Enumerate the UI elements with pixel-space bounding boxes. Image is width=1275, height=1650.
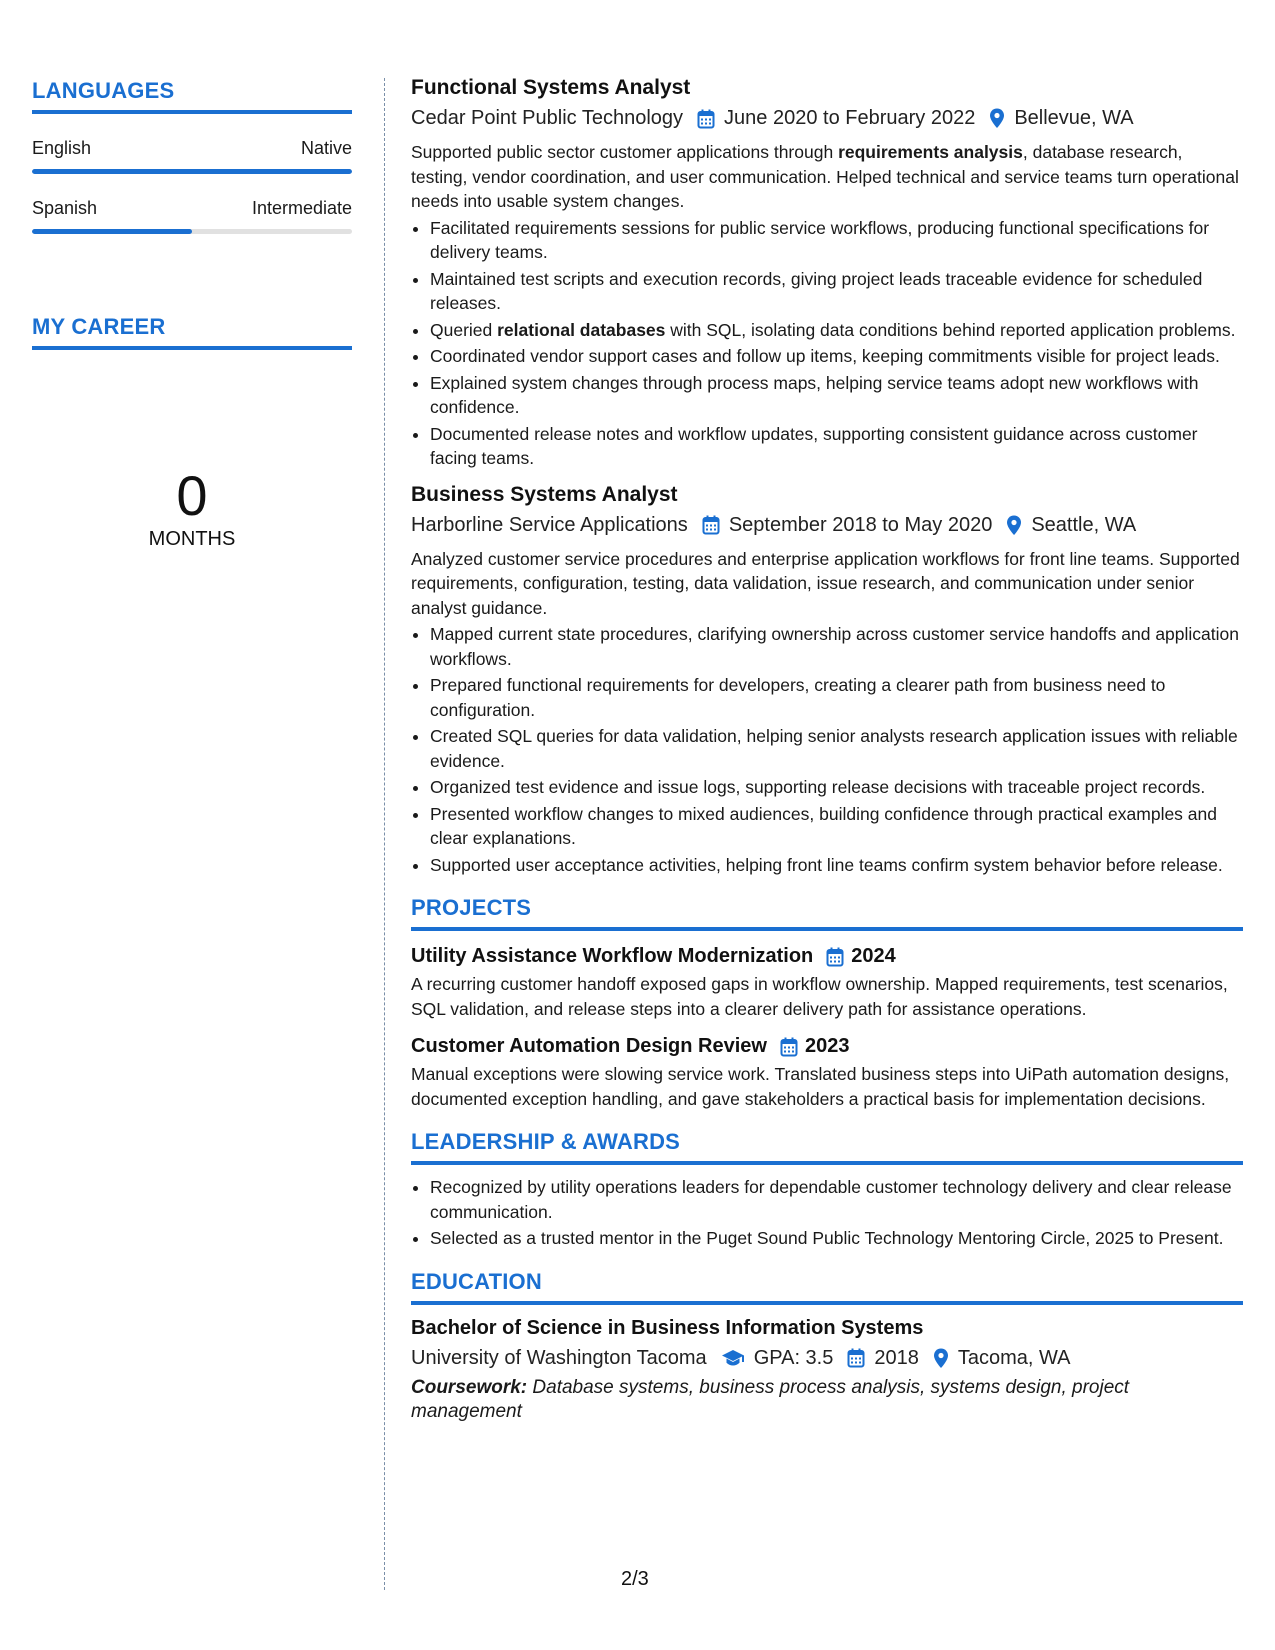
coursework	[411, 1376, 1243, 1424]
bullet-item: • Explained system changes through process maps, helping service teams adopt new workflows with confidence.	[430, 371, 1243, 420]
project-description: A recurring customer handoff exposed gaps in workflow ownership. Mapped requirements, test scenarios, SQL validation, and release steps into a clearer delivery path for assistance operations.	[411, 974, 1228, 1019]
right-column	[411, 76, 1243, 1424]
map-pin-icon	[1006, 515, 1022, 536]
summary-emphasis: requirements analysis	[838, 142, 1023, 162]
coursework-label: Coursework:	[411, 1376, 528, 1398]
job-bullets	[411, 216, 1243, 471]
summary-text: , database research, testing, vendor coordination, and user communication. Helped technical and service teams turn operational needs into usable system changes.	[411, 142, 1239, 211]
experience-item	[411, 483, 1243, 878]
left-column	[32, 78, 352, 551]
map-pin-icon	[989, 108, 1005, 129]
job-meta	[411, 107, 1243, 130]
bullet-item: • Facilitated requirements sessions for public service workflows, producing functional specifications for delivery teams.	[430, 216, 1243, 265]
experience-item	[411, 76, 1243, 471]
language-name: English	[32, 138, 92, 158]
project-title-row	[411, 945, 1243, 968]
job-title: Functional Systems Analyst	[411, 76, 691, 99]
language-item-spanish	[32, 198, 352, 234]
projects-section	[411, 895, 1243, 1111]
graduation-cap-icon	[721, 1349, 745, 1367]
bullet-emphasis: relational databases	[497, 319, 666, 340]
bullet-item: • Documented release notes and workflow updates, supporting consistent guidance across customer facing teams.	[430, 422, 1243, 471]
job-bullets	[411, 622, 1243, 877]
project-item	[411, 945, 1243, 1021]
leadership-bullets	[411, 1175, 1243, 1251]
job-title: Business Systems Analyst	[411, 482, 678, 506]
language-proficiency-bar	[32, 169, 352, 174]
career-heading: MY CAREER	[32, 314, 352, 350]
bullet-text: with SQL, isolating data conditions behind reported application problems.	[665, 319, 1236, 340]
career-duration-unit: MONTHS	[148, 528, 236, 550]
bullet-item: • Selected as a trusted mentor in the Puget Sound Public Technology Mentoring Circle, 2025 to Present.	[430, 1226, 1243, 1251]
degree-title: Bachelor of Science in Business Information Systems	[411, 1316, 924, 1339]
language-item-english	[32, 138, 352, 174]
bullet-item	[430, 318, 1243, 343]
bullet-item: • Maintained test scripts and execution records, giving project leads traceable evidence for scheduled releases.	[430, 267, 1243, 316]
bullet-item: • Recognized by utility operations leaders for dependable customer technology delivery and clear release communication.	[430, 1175, 1243, 1224]
company-name: Cedar Point Public Technology	[411, 107, 684, 129]
project-name: Customer Automation Design Review	[411, 1035, 767, 1057]
job-location: Bellevue, WA	[1014, 107, 1134, 129]
job-dates: June 2020 to February 2022	[724, 107, 976, 129]
bullet-text: Queried	[430, 319, 498, 340]
job-dates: September 2018 to May 2020	[728, 513, 993, 536]
job-summary	[411, 140, 1243, 214]
projects-heading: PROJECTS	[411, 895, 1243, 931]
education-section	[411, 1269, 1243, 1424]
column-divider	[384, 78, 385, 1590]
language-name: Spanish	[32, 198, 98, 218]
bullet-item: • Supported user acceptance activities, helping front line teams confirm system behavior before release.	[430, 853, 1243, 878]
calendar-icon	[702, 515, 720, 535]
career-duration	[32, 464, 352, 551]
bullet-item: • Coordinated vendor support cases and follow up items, keeping commitments visible for project leads.	[430, 344, 1243, 369]
job-summary: Analyzed customer service procedures and enterprise application workflows for front line teams. Supported requirements, configuration, testing, data validation, issue research, and communication under senior analyst guidance.	[411, 548, 1240, 618]
school-name: University of Washington Tacoma	[411, 1346, 707, 1369]
map-pin-icon	[933, 1348, 949, 1369]
project-name: Utility Assistance Workflow Modernization	[411, 945, 814, 967]
summary-text: Supported public sector customer applications through	[411, 142, 839, 162]
languages-heading: LANGUAGES	[32, 78, 352, 114]
project-item	[411, 1035, 1243, 1111]
project-year: 2024	[851, 945, 896, 967]
leadership-heading: LEADERSHIP & AWARDS	[411, 1129, 1243, 1165]
gpa: GPA: 3.5	[753, 1346, 834, 1369]
leadership-section	[411, 1129, 1243, 1251]
school-location: Tacoma, WA	[957, 1346, 1071, 1369]
bullet-item: • Presented workflow changes to mixed audiences, building confidence through practical examples and clear explanations.	[430, 802, 1243, 851]
calendar-icon	[847, 1348, 865, 1368]
bullet-item: • Prepared functional requirements for developers, creating a clearer path from business need to configuration.	[430, 673, 1243, 722]
project-title-row	[411, 1035, 1243, 1058]
language-proficiency-fill	[32, 169, 352, 174]
language-proficiency-fill	[32, 229, 192, 234]
education-meta	[411, 1347, 1243, 1370]
graduation-year: 2018	[874, 1346, 919, 1369]
bullet-item: • Organized test evidence and issue logs, supporting release decisions with traceable project records.	[430, 775, 1243, 800]
language-proficiency-bar	[32, 229, 352, 234]
page-number: 2/3	[621, 1568, 649, 1590]
company-name: Harborline Service Applications	[411, 513, 688, 536]
calendar-icon	[780, 1037, 798, 1057]
calendar-icon	[826, 947, 844, 967]
coursework-list: Database systems, business process analysis, systems design, project management	[411, 1376, 1130, 1422]
language-level: Native	[300, 138, 352, 158]
job-location: Seattle, WA	[1031, 513, 1137, 536]
career-duration-value: 0	[176, 464, 208, 527]
project-year: 2023	[804, 1035, 850, 1057]
calendar-icon	[697, 109, 715, 129]
bullet-item: • Mapped current state procedures, clarifying ownership across customer service handoffs and application workflows.	[430, 622, 1243, 671]
education-heading: EDUCATION	[411, 1269, 1243, 1305]
job-meta	[411, 514, 1243, 537]
language-level: Intermediate	[251, 198, 352, 218]
bullet-item: • Created SQL queries for data validation, helping senior analysts research application issues with reliable evidence.	[430, 724, 1243, 773]
project-description: Manual exceptions were slowing service work. Translated business steps into UiPath automation designs, documented exception handling, and gave stakeholders a practical basis for implementation decisions.	[411, 1064, 1230, 1109]
